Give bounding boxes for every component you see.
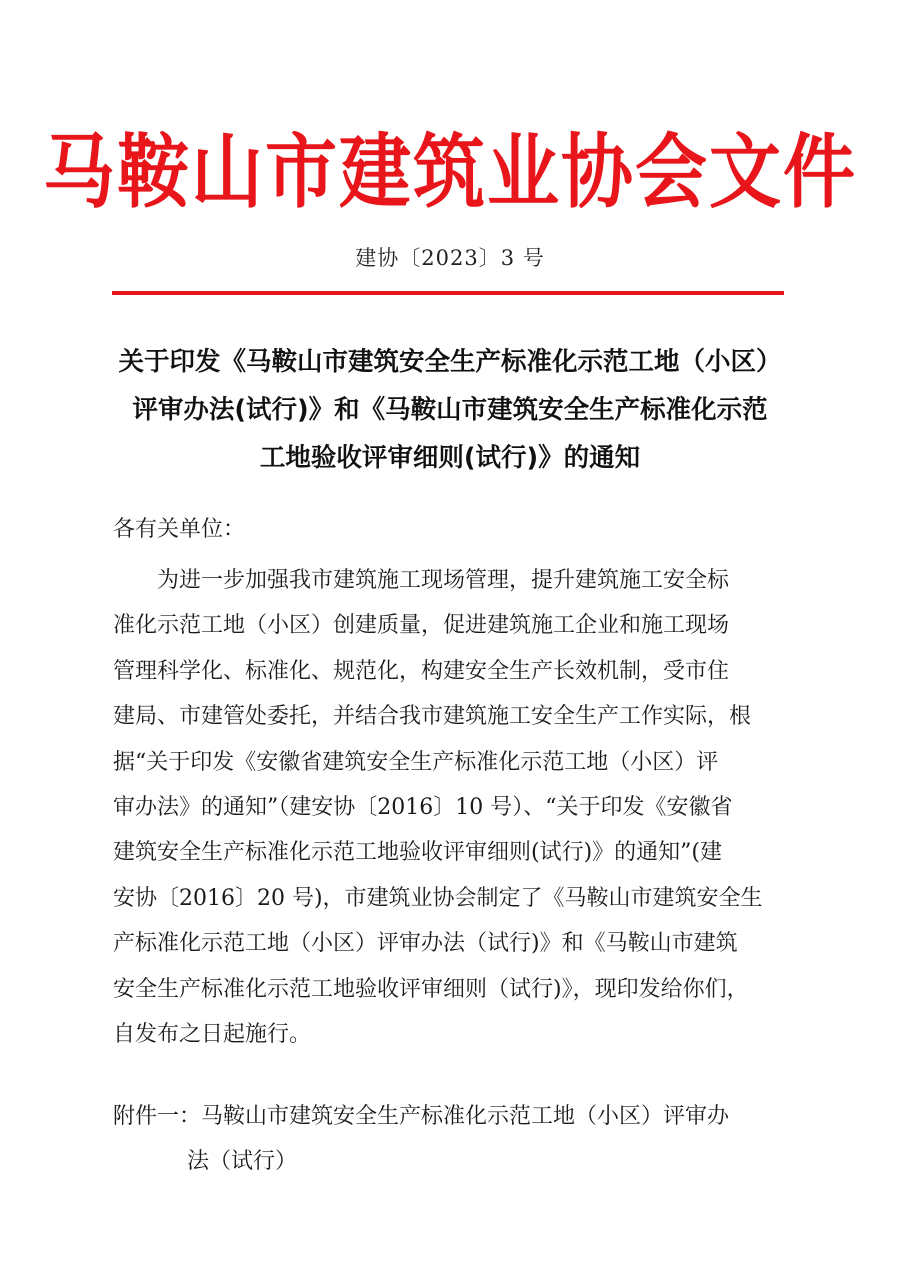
body-line-5: 据“关于印发《安徽省建筑安全生产标准化示范工地（小区）评: [113, 749, 719, 775]
notice-title: [108, 338, 792, 482]
attachment-list: [113, 1094, 729, 1184]
masthead-title: 马鞍山市建筑业协会文件: [42, 123, 857, 219]
body-line-1: 为进一步加强我市建筑施工现场管理，提升建筑施工安全标: [157, 568, 730, 593]
body-line-8: 安协〔2016〕20 号)，市建筑业协会制定了《马鞍山市建筑安全生: [113, 885, 763, 911]
body-paragraph: [113, 558, 789, 1057]
red-divider-line: [112, 291, 784, 295]
body-line-10: 安全生产标准化示范工地验收评审细则（试行)》，现印发给你们，: [113, 976, 749, 1002]
attachment-item-1-continued: 法（试行）: [187, 1149, 298, 1174]
notice-title-line-2: 评审办法(试行)》和《马鞍山市建筑安全生产标准化示范: [132, 395, 768, 425]
document-number: 建协〔2023〕3 号: [355, 246, 545, 270]
salutation: 各有关单位：: [113, 517, 246, 542]
body-line-4: 建局、市建管处委托，并结合我市建筑施工安全生产工作实际，根: [113, 704, 752, 730]
attachment-item-1: 附件一：马鞍山市建筑安全生产标准化示范工地（小区）评审办: [113, 1104, 730, 1129]
body-line-6: 审办法》的通知”（建安协〔2016〕10 号）、“关于印发《安徽省: [113, 794, 733, 820]
body-line-3: 管理科学化、标准化、规范化，构建安全生产长效机制，受市住: [113, 658, 730, 684]
body-line-9: 产标准化示范工地（小区）评审办法（试行)》和《马鞍山市建筑: [113, 931, 738, 957]
body-line-2: 准化示范工地（小区）创建质量，促进建筑施工企业和施工现场: [113, 613, 730, 639]
body-line-11: 自发布之日起施行。: [113, 1021, 312, 1047]
notice-title-line-1: 关于印发《马鞍山市建筑安全生产标准化示范工地（小区）: [118, 347, 782, 377]
body-line-7: 建筑安全生产标准化示范工地验收评审细则(试行)》的通知”(建: [113, 840, 722, 866]
notice-title-line-3: 工地验收评审细则(试行)》的通知: [259, 443, 641, 473]
